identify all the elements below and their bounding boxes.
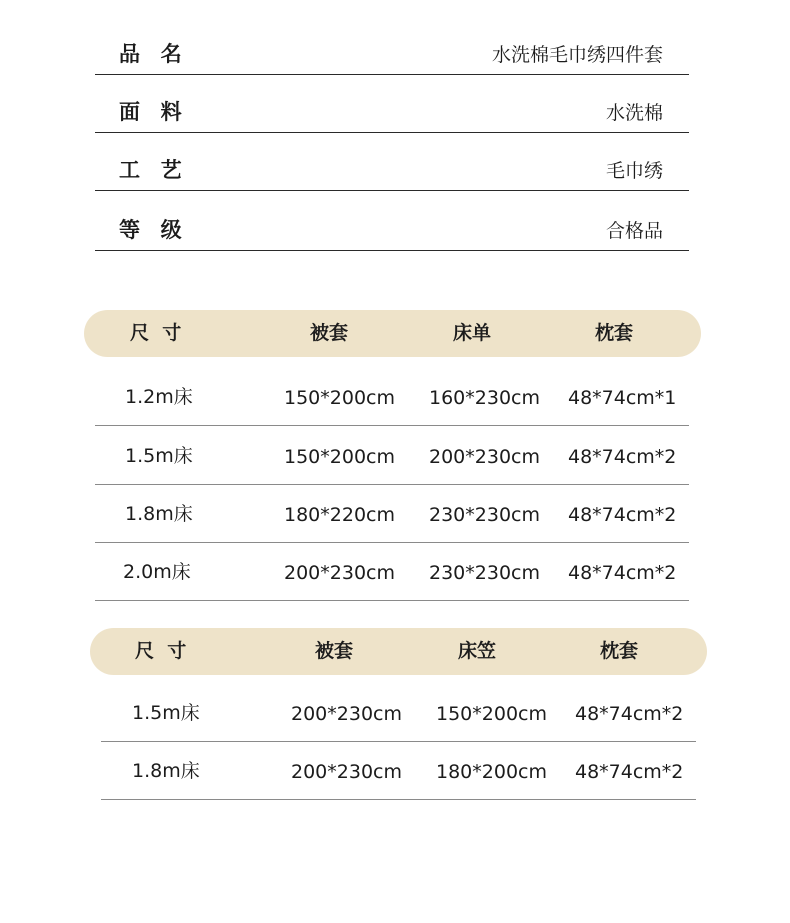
cell-duvet: 200*230cm <box>284 562 395 584</box>
header-duvet-cover: 被套 <box>315 640 354 662</box>
spec-value: 毛巾绣 <box>605 160 663 182</box>
spec-row-grade <box>95 192 689 251</box>
cell-duvet: 150*200cm <box>284 387 395 409</box>
cell-pillow: 48*74cm*1 <box>568 387 677 409</box>
header-size: 尺 寸 <box>135 640 187 662</box>
table-row <box>101 683 696 742</box>
spec-label: 工 艺 <box>119 158 184 182</box>
cell-pillow: 48*74cm*2 <box>575 761 684 783</box>
cell-pillow: 48*74cm*2 <box>575 703 684 725</box>
cell-duvet: 180*220cm <box>284 504 395 526</box>
cell-sheet: 230*230cm <box>429 504 540 526</box>
cell-pillow: 48*74cm*2 <box>568 446 677 468</box>
table-row <box>95 367 689 426</box>
header-pillowcase: 枕套 <box>595 322 634 344</box>
header-size: 尺 寸 <box>130 322 182 344</box>
cell-duvet: 150*200cm <box>284 446 395 468</box>
table-row <box>95 484 689 543</box>
cell-size: 2.0m床 <box>123 561 191 583</box>
cell-duvet: 200*230cm <box>291 761 402 783</box>
spec-label: 面 料 <box>119 100 184 124</box>
spec-value: 合格品 <box>605 220 663 242</box>
spec-value: 水洗棉毛巾绣四件套 <box>491 44 663 66</box>
cell-fitted: 180*200cm <box>436 761 547 783</box>
header-duvet-cover: 被套 <box>310 322 349 344</box>
cell-pillow: 48*74cm*2 <box>568 562 677 584</box>
spec-row-name <box>95 16 689 75</box>
cell-size: 1.5m床 <box>132 702 200 724</box>
table-header <box>90 628 707 675</box>
cell-size: 1.2m床 <box>125 386 193 408</box>
spec-row-craft <box>95 132 689 191</box>
table-row <box>95 542 689 601</box>
header-fitted-sheet: 床笠 <box>458 640 497 662</box>
cell-duvet: 200*230cm <box>291 703 402 725</box>
table-row <box>95 426 689 485</box>
header-pillowcase: 枕套 <box>600 640 639 662</box>
cell-pillow: 48*74cm*2 <box>568 504 677 526</box>
table-header <box>84 310 701 357</box>
spec-row-fabric <box>95 74 689 133</box>
table-row <box>101 741 696 800</box>
spec-label: 等 级 <box>119 218 184 242</box>
cell-sheet: 230*230cm <box>429 562 540 584</box>
cell-fitted: 150*200cm <box>436 703 547 725</box>
cell-size: 1.8m床 <box>132 760 200 782</box>
header-bed-sheet: 床单 <box>453 322 492 344</box>
cell-sheet: 200*230cm <box>429 446 540 468</box>
cell-sheet: 160*230cm <box>429 387 540 409</box>
spec-label: 品 名 <box>119 42 184 66</box>
cell-size: 1.5m床 <box>125 445 193 467</box>
cell-size: 1.8m床 <box>125 503 193 525</box>
spec-value: 水洗棉 <box>605 102 663 124</box>
